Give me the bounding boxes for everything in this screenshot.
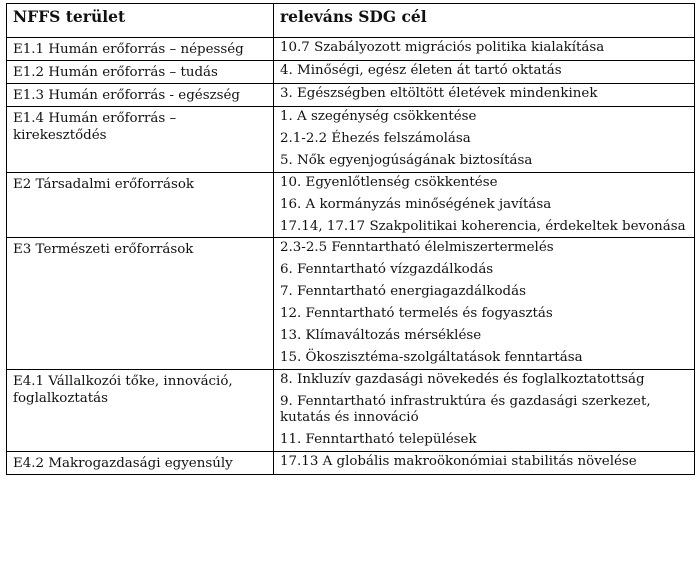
nffs-area-label: E4.2 Makrogazdasági egyensúly: [13, 455, 233, 471]
nffs-area-cell: [7, 369, 274, 451]
sdg-goal-item: 2.1-2.2 Éhezés felszámolása: [280, 131, 471, 146]
nffs-area-label: E1.4 Humán erőforrás – kirekesztődés: [13, 111, 177, 143]
sdg-goal-item: 6. Fenntartható vízgazdálkodás: [280, 262, 494, 277]
sdg-goal-item: 12. Fenntartható termelés és fogyasztás: [280, 306, 553, 321]
sdg-goal-item: 10. Egyenlőtlenség csökkentése: [280, 174, 498, 190]
nffs-area-cell: [7, 172, 274, 238]
sdg-goal-item: 10.7 Szabályozott migrációs politika kialakítása: [280, 40, 605, 55]
sdg-goals-cell: [274, 38, 695, 61]
header-nffs-area: NFFS terület: [7, 4, 274, 38]
sdg-goal-item: 16. A kormányzás minőségének javítása: [280, 196, 552, 212]
header-sdg-goal: releváns SDG cél: [274, 4, 695, 38]
nffs-area-cell: [7, 107, 274, 173]
sdg-goal-item: 11. Fenntartható települések: [280, 432, 477, 447]
table-row: [7, 84, 695, 107]
nffs-area-label: E3 Természeti erőforrások: [13, 242, 194, 257]
nffs-sdg-table: [6, 3, 695, 475]
nffs-area-cell: [7, 61, 274, 84]
table-body: [7, 38, 695, 475]
nffs-area-label: E1.2 Humán erőforrás – tudás: [13, 65, 218, 80]
nffs-area-cell: [7, 451, 274, 474]
sdg-goal-item: 2.3-2.5 Fenntartható élelmiszertermelés: [280, 240, 554, 255]
sdg-goals-cell: [274, 84, 695, 107]
nffs-area-label: E2 Társadalmi erőforrások: [13, 176, 194, 192]
nffs-area-label: E1.1 Humán erőforrás – népesség: [13, 42, 244, 57]
sdg-goal-item: 8. Inkluzív gazdasági növekedés és foglalkoztatottság: [280, 371, 645, 387]
nffs-area-cell: [7, 84, 274, 107]
sdg-goal-item: 4. Minőségi, egész életen át tartó oktatás: [280, 63, 562, 78]
nffs-area-cell: [7, 38, 274, 61]
sdg-goal-item: 7. Fenntartható energiagazdálkodás: [280, 284, 526, 299]
table-row: [7, 61, 695, 84]
sdg-goal-item: 17.13 A globális makroökonómiai stabilitás növelése: [280, 453, 637, 469]
sdg-goals-cell: [274, 238, 695, 370]
sdg-goal-item: 13. Klímaváltozás mérséklése: [280, 328, 482, 343]
table-header-row: [7, 4, 695, 38]
sdg-goal-item: 17.14, 17.17 Szakpolitikai koherencia, érdekeltek bevonása: [280, 218, 686, 234]
sdg-goal-item: 5. Nők egyenjogúságának biztosítása: [280, 153, 533, 168]
sdg-goals-cell: [274, 107, 695, 173]
table-row: [7, 172, 695, 238]
nffs-area-label: E4.1 Vállalkozói tőke, innováció, foglalkoztatás: [13, 373, 233, 406]
nffs-area-cell: [7, 238, 274, 370]
table-row: [7, 369, 695, 451]
table-row: [7, 38, 695, 61]
sdg-goal-item: 1. A szegénység csökkentése: [280, 109, 477, 124]
table-row: [7, 238, 695, 370]
sdg-goal-item: 15. Ökoszisztéma-szolgáltatások fenntartása: [280, 350, 583, 365]
sdg-goals-cell: [274, 172, 695, 238]
sdg-goals-cell: [274, 369, 695, 451]
nffs-area-label: E1.3 Humán erőforrás - egészség: [13, 88, 241, 103]
sdg-goal-item: 9. Fenntartható infrastruktúra és gazdasági szerkezet, kutatás és innováció: [280, 393, 651, 425]
sdg-goal-item: 3. Egészségben eltöltött életévek mindenkinek: [280, 86, 598, 101]
table-row: [7, 107, 695, 173]
sdg-goals-cell: [274, 451, 695, 474]
sdg-goals-cell: [274, 61, 695, 84]
table-row: [7, 451, 695, 474]
